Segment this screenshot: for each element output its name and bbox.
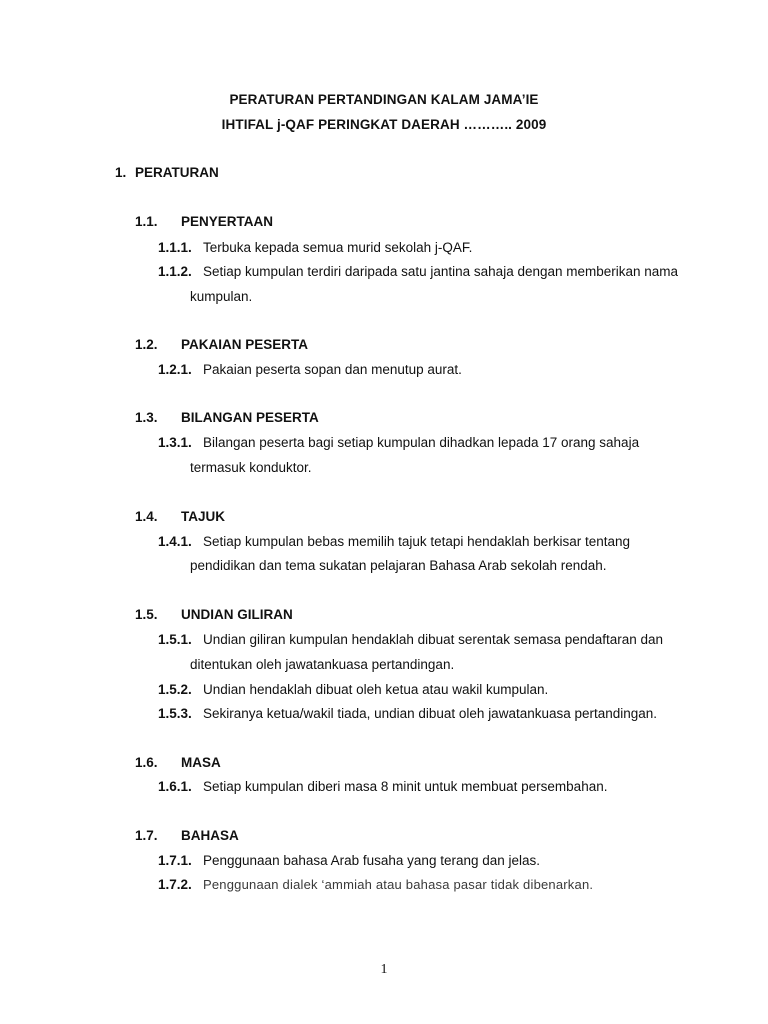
subsection-label: TAJUK [181,509,226,524]
item-number: 1.6.1. [158,779,192,794]
item-text: Terbuka kepada semua murid sekolah j-QAF. [203,240,473,255]
list-item [158,877,593,892]
item-text: Setiap kumpulan terdiri daripada satu jantina sahaja dengan memberikan nama [203,264,679,279]
subsection-heading-undian-giliran [135,607,293,622]
subsection-number: 1.4. [135,509,158,524]
list-item [158,435,639,450]
subsection-heading-masa [135,755,221,770]
item-number: 1.5.1. [158,632,192,647]
item-text: Setiap kumpulan diberi masa 8 minit untuk membuat persembahan. [203,779,608,794]
list-item [158,632,663,647]
item-number: 1.4.1. [158,534,192,549]
item-number: 1.3.1. [158,435,192,450]
list-item [158,362,462,377]
subsection-label: MASA [181,755,221,770]
subsection-number: 1.7. [135,828,158,843]
subsection-heading-penyertaan [135,214,273,229]
list-item [158,534,630,549]
document-title: PERATURAN PERTANDINGAN KALAM JAMA’IE [229,92,539,107]
subsection-heading-bilangan-peserta [135,410,319,425]
item-text: Undian giliran kumpulan hendaklah dibuat serentak semasa pendaftaran dan [203,632,664,647]
item-text: Setiap kumpulan bebas memilih tajuk tetapi hendaklah berkisar tentang [203,534,631,549]
subsection-label: PENYERTAAN [181,214,274,229]
item-number: 1.2.1. [158,362,192,377]
subsection-label: BAHASA [181,828,239,843]
item-text: Bilangan peserta bagi setiap kumpulan dihadkan lepada 17 orang sahaja [203,435,640,450]
item-text-continuation: pendidikan dan tema sukatan pelajaran Bahasa Arab sekolah rendah. [190,558,607,573]
subsection-label: PAKAIAN PESERTA [181,337,309,352]
item-number: 1.5.3. [158,706,192,721]
item-number: 1.5.2. [158,682,192,697]
subsection-heading-bahasa [135,828,239,843]
subsection-label: BILANGAN PESERTA [181,410,319,425]
item-text-continuation: termasuk konduktor. [190,460,312,475]
item-number: 1.7.2. [158,877,192,892]
item-number: 1.1.1. [158,240,192,255]
subsection-number: 1.1. [135,214,158,229]
subsection-label: UNDIAN GILIRAN [181,607,293,622]
section-number: 1. [115,165,127,180]
subsection-heading-pakaian-peserta [135,337,308,352]
list-item [158,853,540,868]
item-text: Undian hendaklah dibuat oleh ketua atau wakil kumpulan. [203,682,549,697]
item-text: Penggunaan dialek ‘ammiah atau bahasa pasar tidak dibenarkan. [203,877,594,892]
section-heading-peraturan [115,165,219,180]
subsection-number: 1.5. [135,607,158,622]
list-item [158,240,472,255]
item-number: 1.7.1. [158,853,192,868]
subsection-heading-tajuk [135,509,225,524]
item-text-continuation: kumpulan. [190,289,253,304]
list-item [158,779,607,794]
subsection-number: 1.3. [135,410,158,425]
list-item [158,264,678,279]
item-text: Pakaian peserta sopan dan menutup aurat. [203,362,462,377]
list-item [158,682,548,697]
document-subtitle: IHTIFAL j-QAF PERINGKAT DAERAH ……….. 2009 [221,117,547,132]
item-text-continuation: ditentukan oleh jawatankuasa pertandingan. [190,657,455,672]
subsection-number: 1.6. [135,755,158,770]
page-number: 1 [380,962,388,977]
item-text: Sekiranya ketua/wakil tiada, undian dibuat oleh jawatankuasa pertandingan. [203,706,658,721]
section-label: PERATURAN [135,165,219,180]
list-item [158,706,657,721]
item-text: Penggunaan bahasa Arab fusaha yang terang dan jelas. [203,853,541,868]
subsection-number: 1.2. [135,337,158,352]
item-number: 1.1.2. [158,264,192,279]
